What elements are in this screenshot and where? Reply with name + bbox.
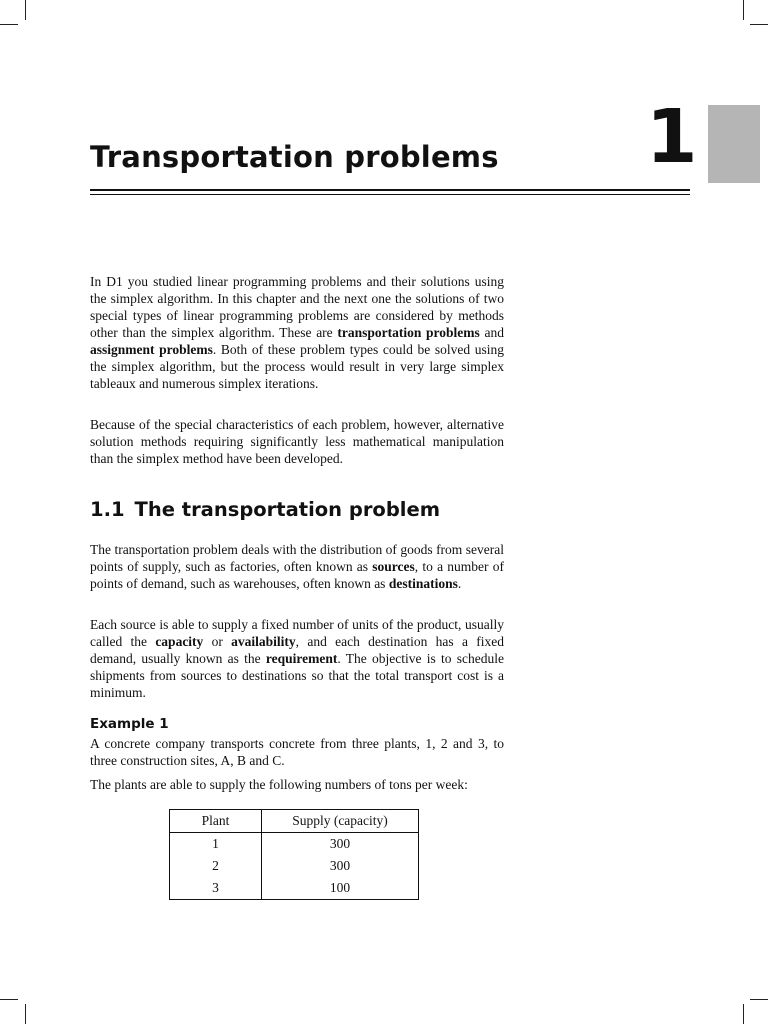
bold-term: availability <box>231 634 296 649</box>
header-rule-thin <box>90 194 690 195</box>
section-title: The transportation problem <box>134 498 441 521</box>
column-header-supply: Supply (capacity) <box>262 810 419 833</box>
section-paragraph-1: The transportation problem deals with the distribution of goods from several points of supply, such as factories, often known as sources, to a number of points of demand, such as warehouses, often known as destinations. <box>90 542 504 591</box>
table-row <box>170 833 419 856</box>
bold-term: destinations <box>388 576 458 591</box>
intro-paragraph-2: Because of the special characteristics of each problem, however, alternative solution methods requiring significantly less mathematical manipulation than the simplex method have been developed. <box>90 417 504 466</box>
crop-mark <box>750 24 768 25</box>
supply-cell: 300 <box>329 858 351 873</box>
plant-cell: 1 <box>170 833 262 856</box>
section-paragraph-2: Each source is able to supply a fixed number of units of the product, usually called the capacity or availability, and each destination has a fixed demand, usually known as the requirement. The objective is to schedule shipments from sources to destinations so that the total transport cost is a minimum. <box>90 617 504 700</box>
table-header-row <box>170 810 419 833</box>
section-heading <box>90 498 440 521</box>
example-paragraph-1: A concrete company transports concrete from three plants, 1, 2 and 3, to three construction sites, A, B and C. <box>90 736 504 768</box>
header-rule <box>90 189 690 191</box>
bold-term: requirement <box>265 651 338 666</box>
bold-term: assignment problems <box>90 342 213 357</box>
bold-term: transportation problems <box>337 325 480 340</box>
section-number: 1.1 <box>90 498 125 521</box>
bold-term: capacity <box>155 634 204 649</box>
supply-cell: 100 <box>329 880 351 895</box>
crop-mark <box>25 1004 26 1024</box>
chapter-title: Transportation problems <box>90 140 499 174</box>
chapter-number: 1 <box>646 94 698 180</box>
crop-mark <box>743 1004 744 1024</box>
column-header-plant: Plant <box>170 810 262 833</box>
crop-mark <box>0 999 18 1000</box>
crop-mark <box>0 24 18 25</box>
intro-paragraph-1: In D1 you studied linear programming problems and their solutions using the simplex algorithm. In this chapter and the next one the solutions of two special types of linear programming problems are considered by methods other than the simplex algorithm. These are transportation problems and assignment problems. Both of these problem types could be solved using the simplex algorithm, but the process would result in very large simplex tableaux and numerous simplex iterations. <box>90 274 504 391</box>
plant-cell: 2 <box>170 855 262 877</box>
table-row <box>170 877 419 900</box>
example-paragraph-2: The plants are able to supply the following numbers of tons per week: <box>90 777 468 792</box>
plant-cell: 3 <box>170 877 262 900</box>
table-row <box>170 855 419 877</box>
bold-term: sources <box>372 559 415 574</box>
example-heading: Example 1 <box>90 716 169 732</box>
crop-mark <box>743 0 744 20</box>
chapter-tab <box>708 105 760 183</box>
supply-cell: 300 <box>329 836 351 851</box>
crop-mark <box>750 999 768 1000</box>
crop-mark <box>25 0 26 20</box>
supply-table <box>169 809 419 900</box>
